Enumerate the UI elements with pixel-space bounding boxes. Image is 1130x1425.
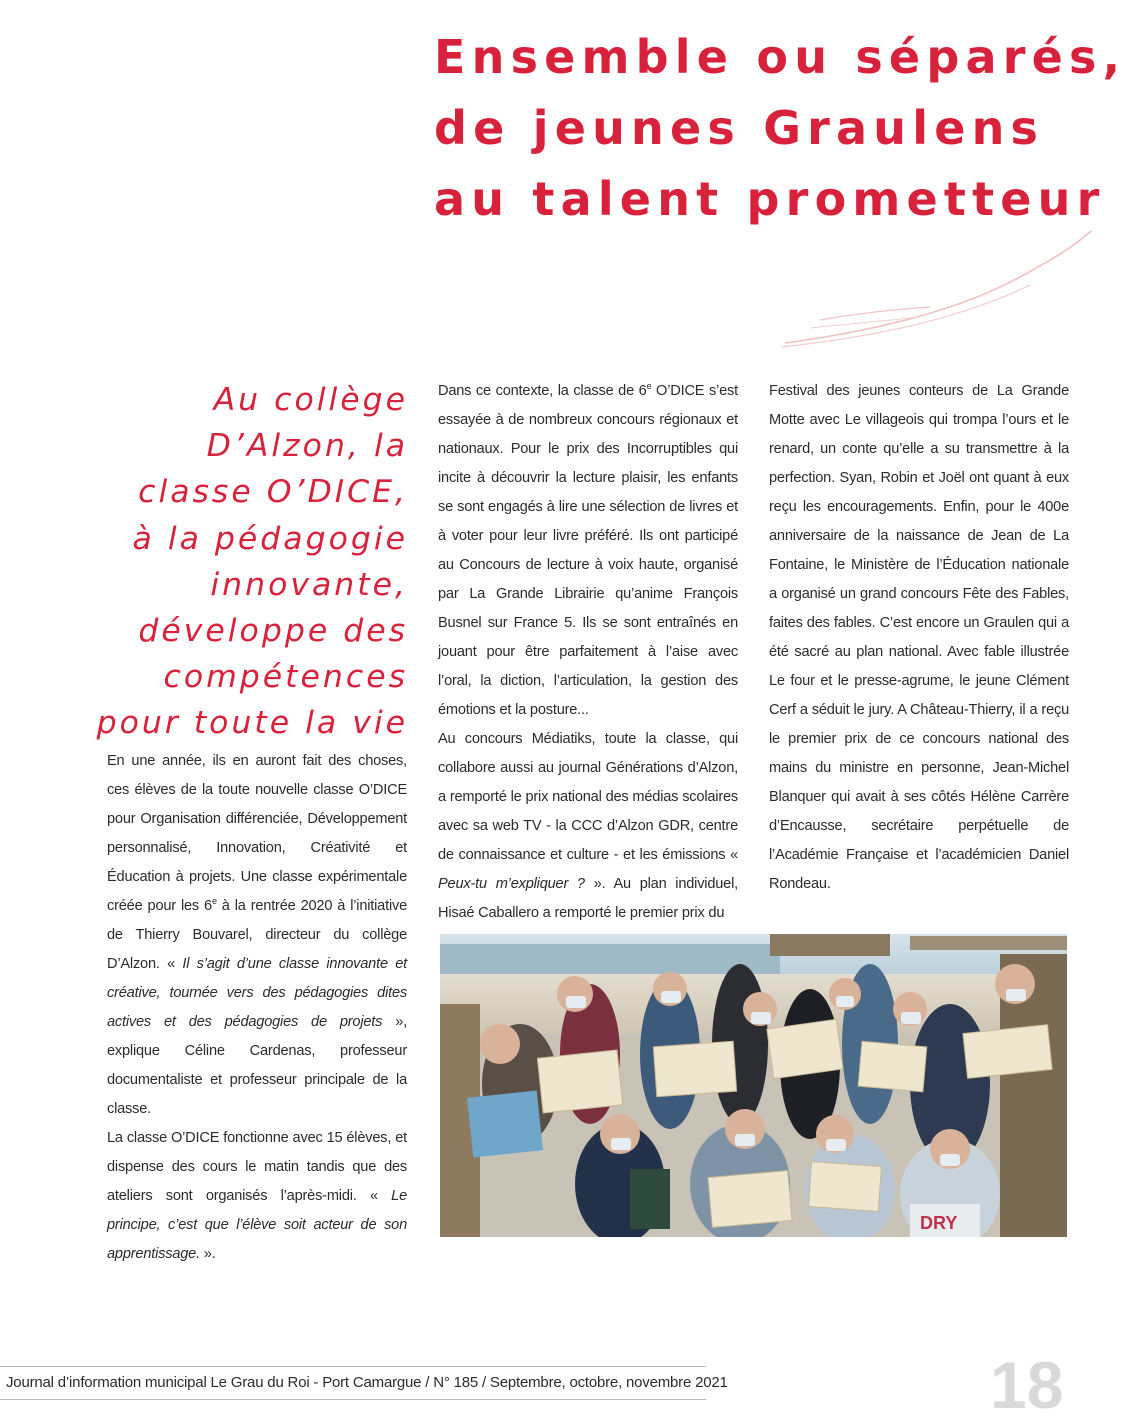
title-line: au talent prometteur	[434, 172, 1106, 226]
superscript: e	[646, 381, 652, 392]
group-photo	[440, 934, 1067, 1237]
book-cover-text: DRY	[920, 1213, 958, 1233]
lead-line: pour toute la vie	[96, 705, 408, 742]
column-3	[769, 377, 1069, 899]
text-run: », explique Céline Cardenas, professeur documentaliste et professeur principale de la classe.	[107, 1014, 407, 1117]
footer-publication-info: Journal d’information municipal Le Grau du Roi - Port Camargue / N° 185 / Septembre, octobre, novembre 2021	[6, 1374, 728, 1391]
lead-line: à la pédagogie	[132, 520, 408, 557]
quote: Peux-tu m’expliquer ?	[438, 876, 585, 892]
quote: Il s’agit d’une classe innovante et créative, tournée vers des pédagogies dites actives et des pédagogies de projets	[107, 956, 407, 1030]
body-paragraph	[107, 747, 407, 1124]
lead-line: D’Alzon, la	[206, 428, 408, 465]
title-line: Ensemble ou séparés,	[434, 30, 1127, 84]
text-run: O’DICE s’est essayée à de nombreux concours régionaux et nationaux. Pour le prix des Incorruptibles qui incite à découvrir la lecture plaisir, les enfants se sont engagés à lire une sélection de livres et à voter pour leur livre préféré. Ils ont participé au Concours de lecture à voix haute, organisé par La Grande Librairie qu’anime François Busnel sur France 5. Ils se sont entraînés en jouant pour être parfaitement à l’aise avec l’oral, la diction, l’articulation, la gestion des émotions et la posture...	[438, 383, 738, 718]
lead-line: classe O’DICE,	[138, 474, 408, 511]
photo-illustration	[440, 934, 1067, 1237]
text-run: ».	[199, 1246, 216, 1262]
lead-line: compétences	[163, 659, 408, 696]
lead-line: innovante,	[210, 566, 408, 603]
body-paragraph	[438, 377, 738, 725]
decorative-brush-stroke	[780, 225, 1100, 350]
quote: Le principe, c’est que l’élève soit acteur de son apprentissage.	[107, 1188, 407, 1262]
text-run: ». Au plan individuel, Hisaé Caballero a remporté le premier prix du	[438, 876, 738, 921]
column-1	[107, 747, 407, 1269]
lead-paragraph	[92, 377, 408, 747]
text-run: Au concours Médiatiks, toute la classe, qui collabore aussi au journal Générations d’Alzon, a remporté le prix national des médias scolaires avec sa web TV - la CCC d’Alzon GDR, centre de connaissance et culture - et les émissions «	[438, 731, 738, 863]
lead-line: développe des	[138, 613, 408, 650]
footer-rule-bottom	[0, 1399, 706, 1400]
text-run: Dans ce contexte, la classe de 6	[438, 383, 647, 399]
body-paragraph	[107, 1124, 407, 1269]
text-run: En une année, ils en auront fait des choses, ces élèves de la toute nouvelle classe O’DICE pour Organisation différenciée, Développement personnalisé, Innovation, Créativité et Éducation à projets. Une classe expérimentale créée pour les 6	[107, 753, 407, 914]
footer-rule-top	[0, 1366, 706, 1367]
superscript: e	[211, 896, 217, 907]
body-paragraph: Festival des jeunes conteurs de La Grande Motte avec Le villageois qui trompa l’ours et le renard, un conte qu’elle a su transmettre à la perfection. Syan, Robin et Joël ont quant à eux reçu les encouragements. Enfin, pour le 400e anniversaire de la naissance de Jean de La Fontaine, le Ministère de l’Éducation nationale a organisé un grand concours Fête des Fables, faites des fables. C’est encore un Graulen qui a été sacré au plan national. Avec fable illustrée Le four et le presse-agrume, le jeune Clément Cerf a séduit le jury. A Château-Thierry, il a reçu le premier prix de ce concours national des mains du ministre en personne, Jean-Michel Blanquer qui avait à ses côtés Hélène Carrère d’Encausse, secrétaire perpétuelle de l’Académie Française et l’académicien Daniel Rondeau.	[769, 383, 1069, 892]
body-paragraph	[438, 725, 738, 928]
column-2	[438, 377, 738, 928]
text-run: à la rentrée 2020 à l’initiative de Thierry Bouvarel, directeur du collège D’Alzon. «	[107, 898, 407, 972]
article-title	[434, 22, 1127, 235]
text-run: La classe O’DICE fonctionne avec 15 élèves, et dispense des cours le matin tandis que des ateliers sont organisés l’après-midi. «	[107, 1130, 407, 1204]
page-number: 18	[990, 1348, 1064, 1422]
lead-line: Au collège	[213, 382, 408, 418]
title-line: de jeunes Graulens	[434, 101, 1045, 155]
